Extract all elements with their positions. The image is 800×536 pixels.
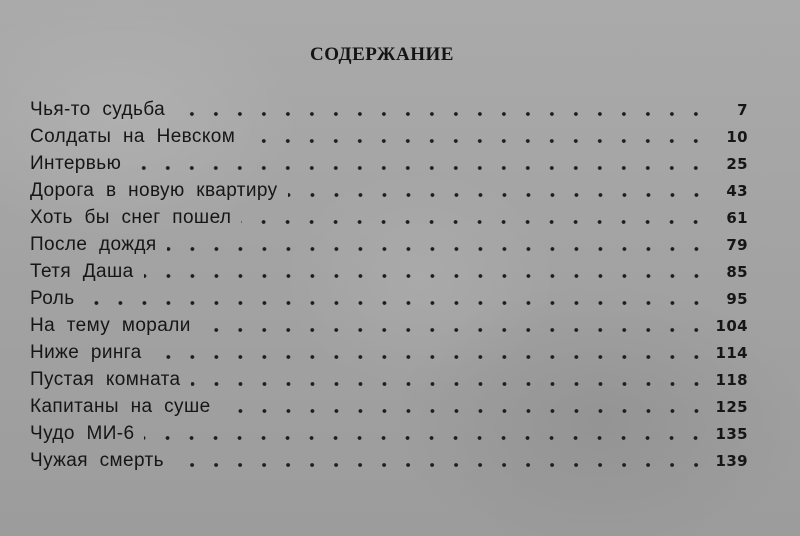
- toc-entry: [30, 123, 748, 150]
- dot-leader: [241, 219, 708, 225]
- toc-entry-page: 10: [726, 127, 748, 146]
- table-of-contents: [30, 96, 748, 474]
- toc-entry: [30, 312, 748, 339]
- toc-entry-title: Роль: [30, 287, 75, 309]
- toc-entry-title: Ниже ринга: [30, 341, 142, 363]
- contents-heading: СОДЕРЖАНИЕ: [310, 44, 454, 65]
- toc-entry-title: После дождя: [30, 233, 157, 255]
- dot-leader: [245, 138, 708, 144]
- dot-leader: [85, 300, 708, 306]
- dot-leader: [167, 246, 708, 252]
- toc-entry-title: Хоть бы снег пошел: [30, 206, 232, 228]
- toc-entry: [30, 258, 748, 285]
- dot-leader: [144, 435, 708, 441]
- toc-entry-page: 25: [726, 154, 748, 173]
- toc-entry-page: 61: [726, 208, 748, 227]
- toc-entry: [30, 366, 748, 393]
- toc-entry-page: 135: [715, 424, 748, 443]
- toc-entry: [30, 420, 748, 447]
- toc-entry-page: 114: [715, 343, 748, 362]
- toc-entry-page: 104: [715, 316, 748, 335]
- toc-entry-page: 7: [737, 100, 748, 119]
- toc-entry-title: На тему морали: [30, 314, 191, 336]
- dot-leader: [201, 327, 708, 333]
- toc-entry-title: Чья-то судьба: [30, 98, 166, 120]
- toc-entry: [30, 96, 748, 123]
- dot-leader: [221, 408, 708, 414]
- toc-entry-page: 118: [715, 370, 748, 389]
- toc-entry-page: 85: [726, 262, 748, 281]
- toc-entry-title: Тетя Даша: [30, 260, 134, 282]
- toc-entry: [30, 231, 748, 258]
- toc-entry-title: Дорога в новую квартиру: [30, 179, 278, 201]
- dot-leader: [191, 381, 708, 387]
- toc-entry-title: Пустая комната: [30, 368, 181, 390]
- dot-leader: [175, 111, 708, 117]
- dot-leader: [152, 354, 708, 360]
- toc-entry-title: Капитаны на суше: [30, 395, 211, 417]
- toc-entry-title: Солдаты на Невском: [30, 125, 236, 147]
- dot-leader: [288, 192, 708, 198]
- toc-entry: [30, 285, 748, 312]
- toc-entry-page: 139: [715, 451, 748, 470]
- toc-entry-page: 79: [726, 235, 748, 254]
- toc-entry-title: Интервью: [30, 152, 122, 174]
- dot-leader: [144, 273, 708, 279]
- toc-entry: [30, 204, 748, 231]
- toc-entry-page: 95: [726, 289, 748, 308]
- toc-entry: [30, 150, 748, 177]
- toc-entry-page: 43: [726, 181, 748, 200]
- toc-entry: [30, 447, 748, 474]
- toc-entry-page: 125: [715, 397, 748, 416]
- toc-entry: [30, 177, 748, 204]
- dot-leader: [131, 165, 708, 171]
- toc-entry: [30, 339, 748, 366]
- toc-entry: [30, 393, 748, 420]
- toc-entry-title: Чудо МИ-6: [30, 422, 135, 444]
- toc-entry-title: Чужая смерть: [30, 449, 164, 471]
- dot-leader: [174, 462, 708, 468]
